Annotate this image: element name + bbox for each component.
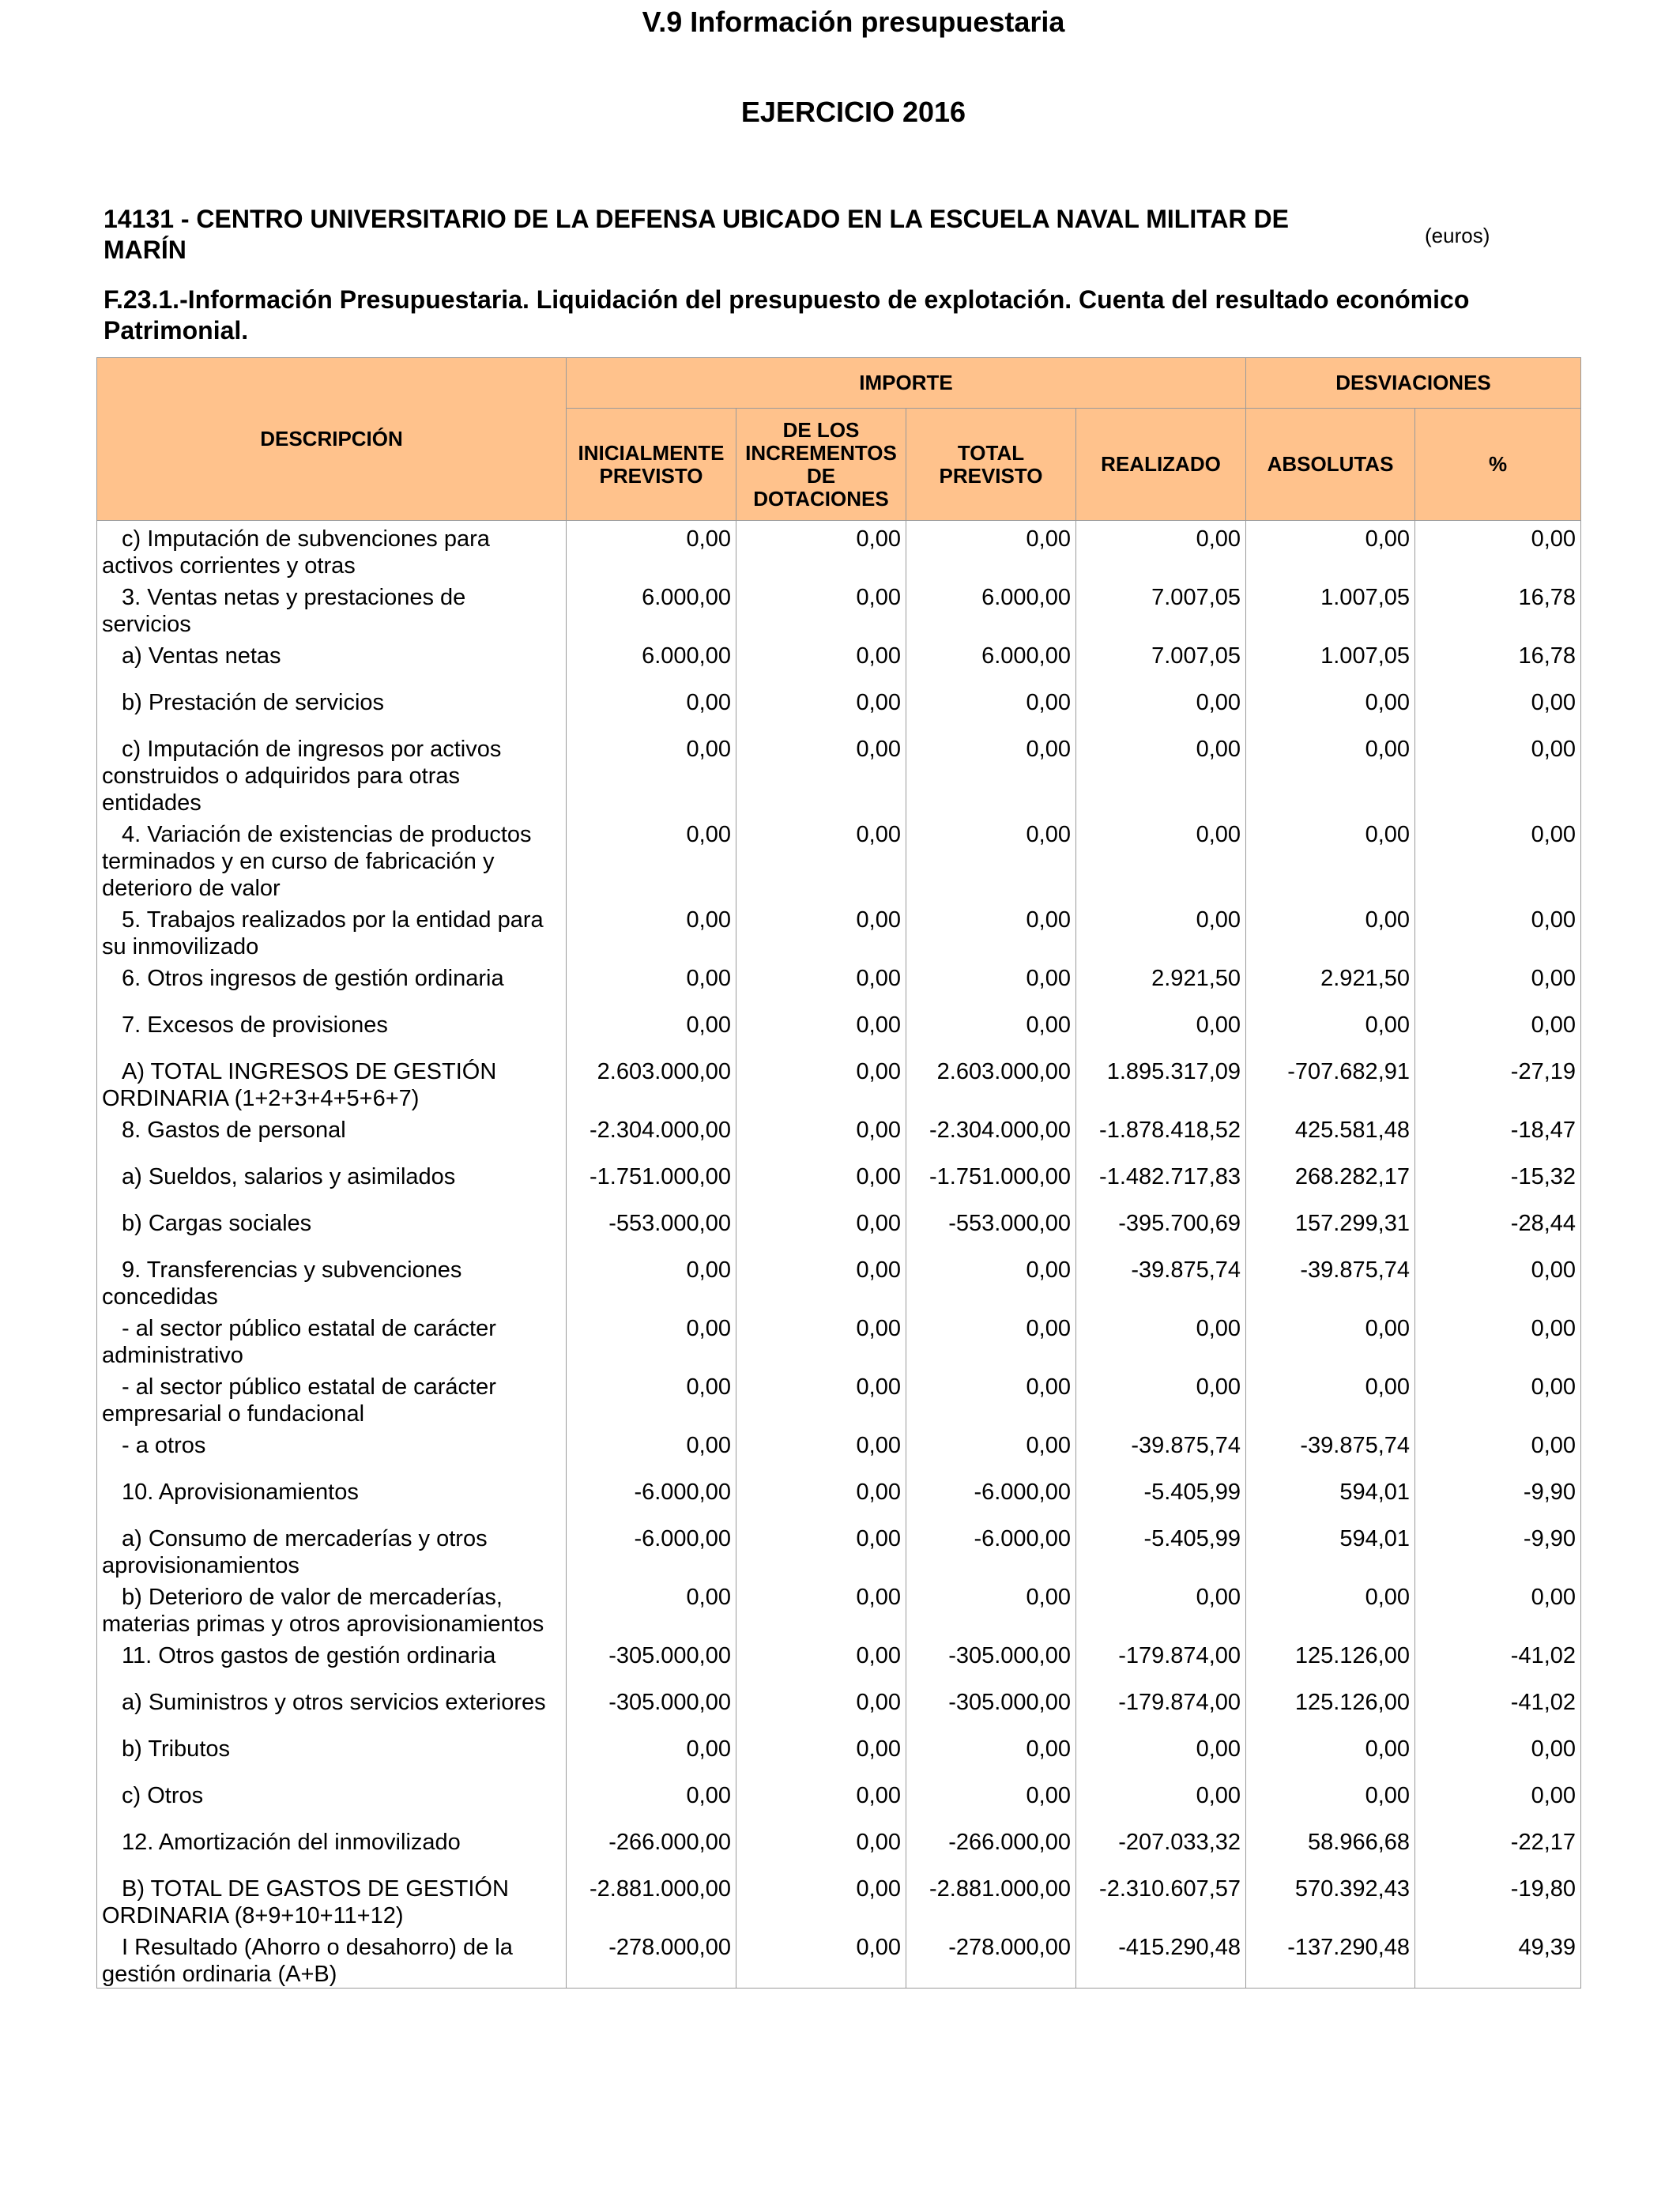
cell-total-previsto: 0,00 — [906, 731, 1076, 816]
table-row — [97, 1369, 1581, 1427]
table-row — [97, 1579, 1581, 1638]
cell-realizado: 7.007,05 — [1076, 638, 1246, 684]
cell-realizado: 0,00 — [1076, 521, 1246, 580]
cell-porcentaje: -18,47 — [1415, 1112, 1581, 1159]
cell-porcentaje: 0,00 — [1415, 1579, 1581, 1638]
cell-total-previsto: -553.000,00 — [906, 1205, 1076, 1252]
cell-total-previsto: 0,00 — [906, 1579, 1076, 1638]
cell-absolutas: 0,00 — [1246, 1310, 1415, 1369]
cell-realizado: -2.310.607,57 — [1076, 1871, 1246, 1929]
row-description: b) Prestación de servicios — [97, 684, 567, 731]
cell-absolutas: 1.007,05 — [1246, 638, 1415, 684]
table-row — [97, 1427, 1581, 1474]
cell-porcentaje: 49,39 — [1415, 1929, 1581, 1989]
cell-inicialmente-previsto: -2.881.000,00 — [567, 1871, 736, 1929]
table-row — [97, 521, 1581, 580]
cell-incrementos: 0,00 — [736, 1310, 906, 1369]
cell-porcentaje: -27,19 — [1415, 1054, 1581, 1112]
cell-porcentaje: 16,78 — [1415, 638, 1581, 684]
cell-incrementos: 0,00 — [736, 1777, 906, 1824]
cell-realizado: -179.874,00 — [1076, 1638, 1246, 1684]
cell-inicialmente-previsto: 0,00 — [567, 521, 736, 580]
cell-realizado: -5.405,99 — [1076, 1474, 1246, 1521]
cell-inicialmente-previsto: 0,00 — [567, 1777, 736, 1824]
cell-realizado: -395.700,69 — [1076, 1205, 1246, 1252]
cell-porcentaje: -19,80 — [1415, 1871, 1581, 1929]
cell-total-previsto: -266.000,00 — [906, 1824, 1076, 1871]
cell-absolutas: 0,00 — [1246, 1731, 1415, 1777]
cell-incrementos: 0,00 — [736, 1871, 906, 1929]
cell-absolutas: 0,00 — [1246, 1777, 1415, 1824]
cell-incrementos: 0,00 — [736, 1369, 906, 1427]
row-description: c) Imputación de ingresos por activos construidos o adquiridos para otras entidades — [97, 731, 567, 816]
cell-realizado: 0,00 — [1076, 1777, 1246, 1824]
cell-inicialmente-previsto: 6.000,00 — [567, 579, 736, 638]
cell-porcentaje: -41,02 — [1415, 1638, 1581, 1684]
table-row — [97, 1310, 1581, 1369]
cell-inicialmente-previsto: -305.000,00 — [567, 1684, 736, 1731]
cell-incrementos: 0,00 — [736, 816, 906, 902]
cell-absolutas: 0,00 — [1246, 731, 1415, 816]
cell-total-previsto: -2.304.000,00 — [906, 1112, 1076, 1159]
section-title: V.9 Información presupuestaria — [642, 6, 1065, 38]
cell-absolutas: 125.126,00 — [1246, 1684, 1415, 1731]
row-description: a) Suministros y otros servicios exteriores — [97, 1684, 567, 1731]
table-body — [97, 521, 1581, 1989]
table-row — [97, 902, 1581, 960]
cell-inicialmente-previsto: 0,00 — [567, 1731, 736, 1777]
row-description: 4. Variación de existencias de productos terminados y en curso de fabricación y deterioro de valor — [97, 816, 567, 902]
cell-inicialmente-previsto: -6.000,00 — [567, 1474, 736, 1521]
table-row — [97, 1638, 1581, 1684]
cell-absolutas: 58.966,68 — [1246, 1824, 1415, 1871]
cell-inicialmente-previsto: 0,00 — [567, 816, 736, 902]
header-total-previsto: TOTAL PREVISTO — [906, 409, 1076, 521]
table-row — [97, 1054, 1581, 1112]
cell-inicialmente-previsto: 0,00 — [567, 1579, 736, 1638]
cell-total-previsto: -1.751.000,00 — [906, 1159, 1076, 1205]
cell-inicialmente-previsto: -1.751.000,00 — [567, 1159, 736, 1205]
cell-incrementos: 0,00 — [736, 1252, 906, 1310]
cell-inicialmente-previsto: 0,00 — [567, 902, 736, 960]
cell-absolutas: -137.290,48 — [1246, 1929, 1415, 1989]
table-row — [97, 1205, 1581, 1252]
cell-realizado: -1.482.717,83 — [1076, 1159, 1246, 1205]
cell-absolutas: 425.581,48 — [1246, 1112, 1415, 1159]
cell-realizado: 0,00 — [1076, 1731, 1246, 1777]
cell-realizado: 0,00 — [1076, 1369, 1246, 1427]
cell-total-previsto: 0,00 — [906, 1007, 1076, 1054]
cell-incrementos: 0,00 — [736, 1684, 906, 1731]
cell-total-previsto: 2.603.000,00 — [906, 1054, 1076, 1112]
header-incrementos: DE LOS INCREMENTOS DE DOTACIONES — [736, 409, 906, 521]
cell-porcentaje: 0,00 — [1415, 816, 1581, 902]
cell-incrementos: 0,00 — [736, 684, 906, 731]
table-row — [97, 1521, 1581, 1579]
cell-incrementos: 0,00 — [736, 521, 906, 580]
cell-incrementos: 0,00 — [736, 1159, 906, 1205]
cell-inicialmente-previsto: 0,00 — [567, 1252, 736, 1310]
cell-inicialmente-previsto: -266.000,00 — [567, 1824, 736, 1871]
cell-realizado: -207.033,32 — [1076, 1824, 1246, 1871]
table-row — [97, 1777, 1581, 1824]
cell-porcentaje: 0,00 — [1415, 684, 1581, 731]
table-row — [97, 1824, 1581, 1871]
header-desviaciones: DESVIACIONES — [1246, 358, 1581, 409]
cell-realizado: -415.290,48 — [1076, 1929, 1246, 1989]
cell-incrementos: 0,00 — [736, 1474, 906, 1521]
header-importe: IMPORTE — [567, 358, 1246, 409]
cell-realizado: 2.921,50 — [1076, 960, 1246, 1007]
cell-absolutas: 570.392,43 — [1246, 1871, 1415, 1929]
cell-porcentaje: 0,00 — [1415, 1777, 1581, 1824]
row-description: 10. Aprovisionamientos — [97, 1474, 567, 1521]
cell-porcentaje: 0,00 — [1415, 960, 1581, 1007]
table-row — [97, 960, 1581, 1007]
row-description: 9. Transferencias y subvenciones concedidas — [97, 1252, 567, 1310]
cell-realizado: 0,00 — [1076, 731, 1246, 816]
cell-total-previsto: 0,00 — [906, 1310, 1076, 1369]
currency-units: (euros) — [1425, 224, 1490, 247]
cell-porcentaje: -41,02 — [1415, 1684, 1581, 1731]
cell-absolutas: 0,00 — [1246, 684, 1415, 731]
row-description: 8. Gastos de personal — [97, 1112, 567, 1159]
cell-porcentaje: 0,00 — [1415, 1007, 1581, 1054]
cell-incrementos: 0,00 — [736, 1007, 906, 1054]
cell-realizado: 0,00 — [1076, 902, 1246, 960]
cell-total-previsto: -305.000,00 — [906, 1638, 1076, 1684]
cell-inicialmente-previsto: 6.000,00 — [567, 638, 736, 684]
cell-total-previsto: 0,00 — [906, 1369, 1076, 1427]
cell-porcentaje: -28,44 — [1415, 1205, 1581, 1252]
row-description: c) Otros — [97, 1777, 567, 1824]
cell-realizado: 0,00 — [1076, 1310, 1246, 1369]
row-description: A) TOTAL INGRESOS DE GESTIÓN ORDINARIA (1+2+3+4+5+6+7) — [97, 1054, 567, 1112]
entity-name: 14131 - CENTRO UNIVERSITARIO DE LA DEFENSA UBICADO EN LA ESCUELA NAVAL MILITAR DE MARÍN — [104, 205, 1289, 264]
table-row — [97, 579, 1581, 638]
table-row — [97, 1474, 1581, 1521]
cell-incrementos: 0,00 — [736, 1054, 906, 1112]
cell-porcentaje: 0,00 — [1415, 1369, 1581, 1427]
cell-absolutas: 0,00 — [1246, 902, 1415, 960]
cell-realizado: 7.007,05 — [1076, 579, 1246, 638]
cell-porcentaje: -22,17 — [1415, 1824, 1581, 1871]
cell-porcentaje: 0,00 — [1415, 1252, 1581, 1310]
table-row — [97, 638, 1581, 684]
cell-incrementos: 0,00 — [736, 1112, 906, 1159]
cell-inicialmente-previsto: -2.304.000,00 — [567, 1112, 736, 1159]
cell-total-previsto: 0,00 — [906, 1252, 1076, 1310]
cell-total-previsto: 0,00 — [906, 1777, 1076, 1824]
cell-realizado: -39.875,74 — [1076, 1427, 1246, 1474]
cell-inicialmente-previsto: -278.000,00 — [567, 1929, 736, 1989]
cell-total-previsto: -305.000,00 — [906, 1684, 1076, 1731]
cell-realizado: 0,00 — [1076, 1579, 1246, 1638]
cell-inicialmente-previsto: -6.000,00 — [567, 1521, 736, 1579]
header-descripcion: DESCRIPCIÓN — [97, 358, 567, 521]
cell-realizado: 1.895.317,09 — [1076, 1054, 1246, 1112]
row-description: b) Cargas sociales — [97, 1205, 567, 1252]
cell-porcentaje: 0,00 — [1415, 1731, 1581, 1777]
cell-inicialmente-previsto: 0,00 — [567, 731, 736, 816]
cell-incrementos: 0,00 — [736, 1579, 906, 1638]
cell-absolutas: 0,00 — [1246, 816, 1415, 902]
cell-absolutas: 0,00 — [1246, 1579, 1415, 1638]
cell-incrementos: 0,00 — [736, 1929, 906, 1989]
cell-absolutas: 268.282,17 — [1246, 1159, 1415, 1205]
cell-porcentaje: -15,32 — [1415, 1159, 1581, 1205]
cell-realizado: -1.878.418,52 — [1076, 1112, 1246, 1159]
cell-absolutas: -707.682,91 — [1246, 1054, 1415, 1112]
cell-realizado: -5.405,99 — [1076, 1521, 1246, 1579]
cell-inicialmente-previsto: 0,00 — [567, 1310, 736, 1369]
row-description: a) Sueldos, salarios y asimilados — [97, 1159, 567, 1205]
cell-total-previsto: 0,00 — [906, 521, 1076, 580]
row-description: 3. Ventas netas y prestaciones de servicios — [97, 579, 567, 638]
row-description: b) Tributos — [97, 1731, 567, 1777]
cell-incrementos: 0,00 — [736, 1824, 906, 1871]
cell-inicialmente-previsto: 0,00 — [567, 1369, 736, 1427]
table-row — [97, 1112, 1581, 1159]
cell-absolutas: 2.921,50 — [1246, 960, 1415, 1007]
cell-inicialmente-previsto: 0,00 — [567, 684, 736, 731]
cell-incrementos: 0,00 — [736, 1427, 906, 1474]
cell-total-previsto: -278.000,00 — [906, 1929, 1076, 1989]
cell-absolutas: 0,00 — [1246, 1007, 1415, 1054]
row-description: - al sector público estatal de carácter empresarial o fundacional — [97, 1369, 567, 1427]
table-row — [97, 1731, 1581, 1777]
cell-incrementos: 0,00 — [736, 579, 906, 638]
cell-inicialmente-previsto: 0,00 — [567, 960, 736, 1007]
row-description: B) TOTAL DE GASTOS DE GESTIÓN ORDINARIA (8+9+10+11+12) — [97, 1871, 567, 1929]
cell-absolutas: 0,00 — [1246, 521, 1415, 580]
table-row — [97, 684, 1581, 731]
table-row — [97, 1252, 1581, 1310]
cell-incrementos: 0,00 — [736, 1731, 906, 1777]
cell-total-previsto: 0,00 — [906, 902, 1076, 960]
fiscal-year-title: EJERCICIO 2016 — [740, 96, 966, 128]
cell-realizado: 0,00 — [1076, 1007, 1246, 1054]
row-description: 5. Trabajos realizados por la entidad para su inmovilizado — [97, 902, 567, 960]
row-description: I Resultado (Ahorro o desahorro) de la gestión ordinaria (A+B) — [97, 1929, 567, 1989]
cell-incrementos: 0,00 — [736, 638, 906, 684]
row-description: 6. Otros ingresos de gestión ordinaria — [97, 960, 567, 1007]
table-row — [97, 1929, 1581, 1989]
cell-absolutas: 594,01 — [1246, 1521, 1415, 1579]
cell-inicialmente-previsto: 0,00 — [567, 1007, 736, 1054]
row-description: a) Ventas netas — [97, 638, 567, 684]
table-row — [97, 816, 1581, 902]
cell-realizado: 0,00 — [1076, 684, 1246, 731]
cell-porcentaje: 0,00 — [1415, 1310, 1581, 1369]
cell-realizado: -179.874,00 — [1076, 1684, 1246, 1731]
row-description: 7. Excesos de provisiones — [97, 1007, 567, 1054]
table-row — [97, 1871, 1581, 1929]
cell-inicialmente-previsto: -553.000,00 — [567, 1205, 736, 1252]
cell-total-previsto: 0,00 — [906, 1427, 1076, 1474]
table-row — [97, 1684, 1581, 1731]
header-inicialmente-previsto: INICIALMENTE PREVISTO — [567, 409, 736, 521]
row-description: - al sector público estatal de carácter administrativo — [97, 1310, 567, 1369]
row-description: 11. Otros gastos de gestión ordinaria — [97, 1638, 567, 1684]
cell-porcentaje: -9,90 — [1415, 1521, 1581, 1579]
table-header — [97, 358, 1581, 521]
cell-absolutas: 594,01 — [1246, 1474, 1415, 1521]
report-subtitle: F.23.1.-Información Presupuestaria. Liquidación del presupuesto de explotación. Cuenta del resultado económico Patrimonial. — [104, 285, 1470, 345]
table-row — [97, 731, 1581, 816]
cell-porcentaje: 16,78 — [1415, 579, 1581, 638]
cell-porcentaje: 0,00 — [1415, 521, 1581, 580]
cell-inicialmente-previsto: -305.000,00 — [567, 1638, 736, 1684]
cell-inicialmente-previsto: 2.603.000,00 — [567, 1054, 736, 1112]
cell-porcentaje: 0,00 — [1415, 731, 1581, 816]
cell-incrementos: 0,00 — [736, 902, 906, 960]
cell-incrementos: 0,00 — [736, 731, 906, 816]
cell-total-previsto: -6.000,00 — [906, 1474, 1076, 1521]
cell-porcentaje: 0,00 — [1415, 1427, 1581, 1474]
table-row — [97, 1159, 1581, 1205]
cell-total-previsto: 0,00 — [906, 816, 1076, 902]
cell-absolutas: 157.299,31 — [1246, 1205, 1415, 1252]
cell-porcentaje: -9,90 — [1415, 1474, 1581, 1521]
cell-incrementos: 0,00 — [736, 1205, 906, 1252]
cell-total-previsto: 6.000,00 — [906, 638, 1076, 684]
header-realizado: REALIZADO — [1076, 409, 1246, 521]
cell-absolutas: 1.007,05 — [1246, 579, 1415, 638]
cell-incrementos: 0,00 — [736, 1521, 906, 1579]
cell-total-previsto: 0,00 — [906, 684, 1076, 731]
cell-porcentaje: 0,00 — [1415, 902, 1581, 960]
table-row — [97, 1007, 1581, 1054]
cell-total-previsto: -6.000,00 — [906, 1521, 1076, 1579]
cell-absolutas: 125.126,00 — [1246, 1638, 1415, 1684]
header-absolutas: ABSOLUTAS — [1246, 409, 1415, 521]
cell-absolutas: -39.875,74 — [1246, 1427, 1415, 1474]
header-porcentaje: % — [1415, 409, 1581, 521]
cell-realizado: 0,00 — [1076, 816, 1246, 902]
cell-total-previsto: 0,00 — [906, 1731, 1076, 1777]
cell-absolutas: 0,00 — [1246, 1369, 1415, 1427]
row-description: a) Consumo de mercaderías y otros aprovisionamientos — [97, 1521, 567, 1579]
row-description: - a otros — [97, 1427, 567, 1474]
budget-table — [96, 357, 1581, 1989]
cell-total-previsto: 6.000,00 — [906, 579, 1076, 638]
cell-incrementos: 0,00 — [736, 960, 906, 1007]
cell-total-previsto: -2.881.000,00 — [906, 1871, 1076, 1929]
cell-realizado: -39.875,74 — [1076, 1252, 1246, 1310]
row-description: c) Imputación de subvenciones para activos corrientes y otras — [97, 521, 567, 580]
cell-inicialmente-previsto: 0,00 — [567, 1427, 736, 1474]
cell-incrementos: 0,00 — [736, 1638, 906, 1684]
row-description: 12. Amortización del inmovilizado — [97, 1824, 567, 1871]
cell-total-previsto: 0,00 — [906, 960, 1076, 1007]
row-description: b) Deterioro de valor de mercaderías, materias primas y otros aprovisionamientos — [97, 1579, 567, 1638]
cell-absolutas: -39.875,74 — [1246, 1252, 1415, 1310]
